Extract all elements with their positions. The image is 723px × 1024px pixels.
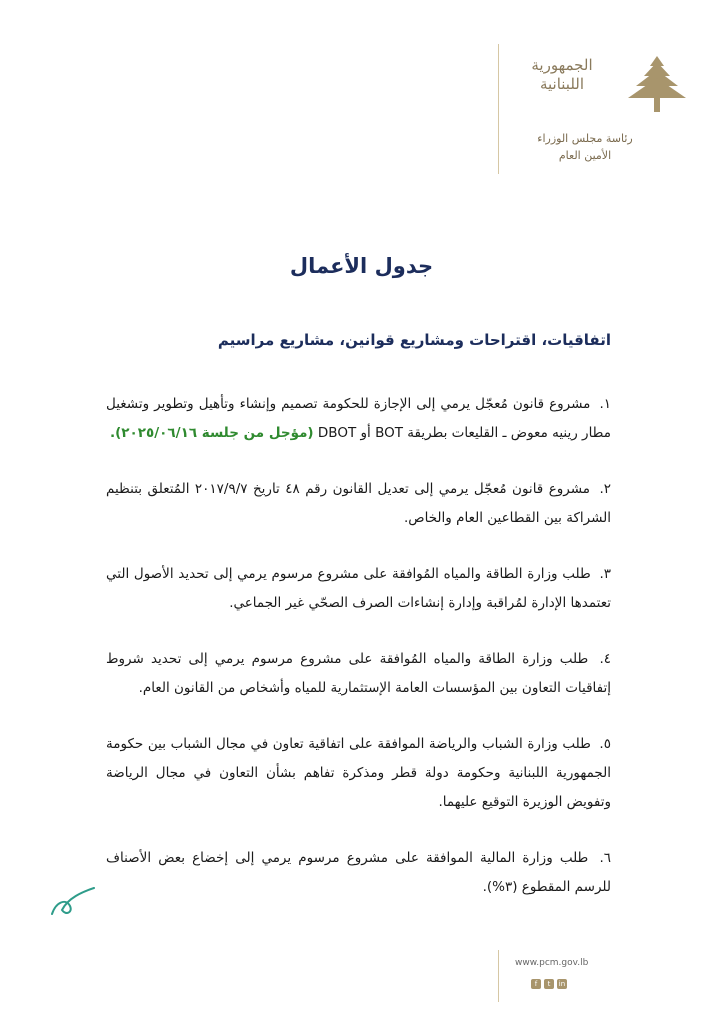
item-number: ٤.	[599, 651, 612, 667]
item-text: طلب وزارة الطاقة والمياه المُوافقة على مشروع مرسوم يرمي إلى تحديد الأصول التي تعتمدها الإدارة لمُراقبة وإدارة إنشاءات الصرف الصحّي غير الجماعي.	[106, 566, 611, 611]
agenda-item	[106, 730, 611, 817]
postponed-note: (مؤجل من جلسة ٢٠٢٥/٠٦/١٦).	[109, 425, 314, 441]
signature-mark	[48, 884, 98, 920]
item-text: مشروع قانون مُعجّل يرمي إلى تعديل القانون رقم ٤٨ تاريخ ٢٠١٧/٩/٧ المُتعلق بتنظيم الشراكة بين القطاعين العام والخاص.	[106, 481, 611, 526]
republic-name	[502, 56, 622, 94]
facebook-icon[interactable]: f	[531, 979, 541, 989]
item-number: ٥.	[599, 736, 611, 752]
item-number: ٦.	[599, 850, 611, 866]
secretary-label: الأمين العام	[558, 149, 612, 162]
section-subtitle: اتفاقيات، اقتراحات ومشاريع قوانين، مشاريع مراسيم	[217, 331, 611, 349]
item-number: ٢.	[599, 481, 611, 497]
agenda-item	[106, 560, 611, 618]
social-icons	[531, 979, 567, 989]
agenda-list	[106, 390, 611, 929]
agenda-item	[106, 844, 611, 902]
agenda-item	[106, 475, 611, 533]
item-text: مشروع قانون مُعجّل يرمي إلى الإجازة للحكومة تصميم وإنشاء وتأهيل وتطوير وتشغيل مطار رينيه معوض ـ القليعات بطريقة BOT أو DBOT	[106, 396, 611, 441]
letterhead	[492, 44, 692, 184]
republic-line-2: اللبنانية	[539, 75, 585, 93]
item-number: ٣.	[599, 566, 611, 582]
footer-divider	[498, 950, 499, 1002]
item-number: ١.	[599, 396, 611, 412]
agenda-item	[106, 390, 611, 448]
cedar-icon	[624, 52, 690, 116]
linkedin-icon[interactable]: in	[558, 980, 566, 988]
agenda-item	[106, 645, 611, 703]
presidency-label: رئاسة مجلس الوزراء	[537, 132, 633, 145]
website-link[interactable]: www.pcm.gov.lb	[515, 958, 589, 968]
item-text: طلب وزارة المالية الموافقة على مشروع مرسوم يرمي إلى إخضاع بعض الأصناف للرسم المقطوع (٣%).	[106, 850, 611, 895]
twitter-icon[interactable]: t	[544, 979, 554, 989]
republic-line-1: الجمهورية	[531, 56, 593, 74]
item-text: طلب وزارة الطاقة والمياه المُوافقة على مشروع مرسوم يرمي إلى تحديد شروط إتفاقيات التعاون بين المؤسسات العامة الإستثمارية للمياه وأشخاص من القانون العام.	[106, 651, 611, 696]
page-title: جدول الأعمال	[289, 254, 434, 278]
item-text: طلب وزارة الشباب والرياضة الموافقة على اتفاقية تعاون في مجال الشباب بين حكومة الجمهورية اللبنانية وحكومة دولة قطر ومذكرة تفاهم بشأن التعاون في مجال الرياضة وتفويض الوزيرة التوقيع عليهما.	[106, 736, 611, 810]
presidency-block	[500, 130, 670, 164]
